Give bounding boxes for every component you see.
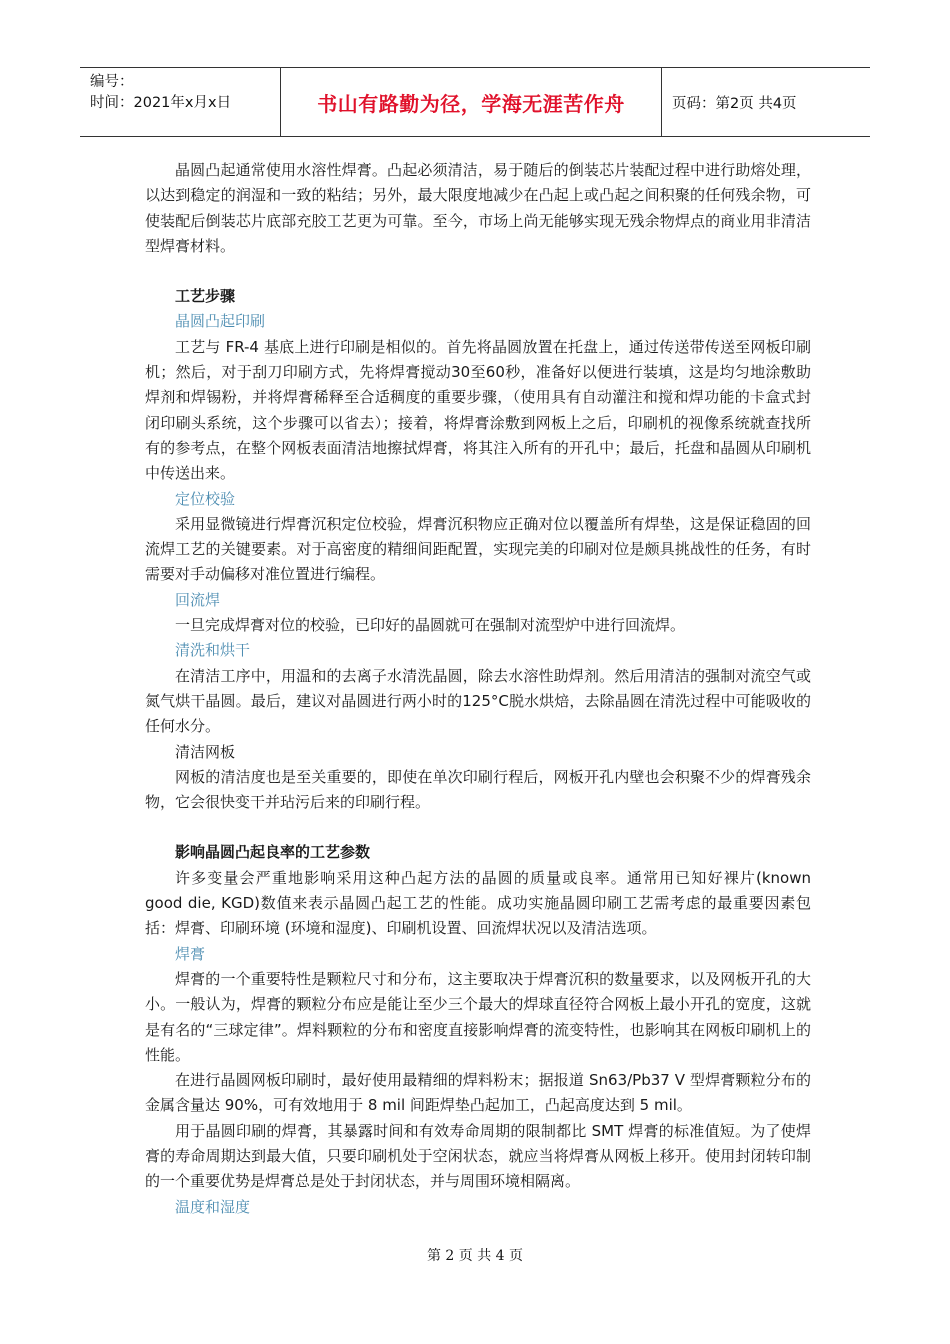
paragraph-fine-powder: 在进行晶圆网板印刷时，最好使用最精细的焊料粉末；据报道 Sn63/Pb37 V 型焊膏颗粒分布的金属含量达 90%，可有效地用于 8 mil 间距焊垫凸起加工，凸起高度达到 5 mil。 — [145, 1071, 811, 1115]
section-heading-yield-params: 影响晶圆凸起良率的工艺参数 — [175, 843, 371, 862]
paragraph-paste-life: 用于晶圆印刷的焊膏，其暴露时间和有效寿命周期的限制都比 SMT 焊膏的标准值短。为了使焊膏的寿命周期达到最大值，只要印刷机处于空闲状态，就应当将焊膏从网板上移开。使用封闭转印制的一个重要优势是焊膏总是处于封闭状态，并与周围环境相隔离。 — [145, 1121, 811, 1191]
page-footer: 第 2 页 共 4 页 — [426, 1248, 524, 1264]
paragraph-alignment: 采用显微镜进行焊膏沉积定位校验，焊膏沉积物应正确对位以覆盖所有焊垫，这是保证稳固的回流焊工艺的关键要素。对于高密度的精细间距配置，实现完美的印刷对位是颇具挑战性的任务，有时需要对手动偏移对准位置进行编程。 — [145, 514, 811, 584]
doc-code-label: 编号： — [90, 74, 134, 90]
paragraph-cleaning: 在清洁工序中，用温和的去离子水清洗晶圆，除去水溶性助焊剂。然后用清洁的强制对流空气或氮气烘干晶圆。最后，建议对晶圆进行两小时的125°C脱水烘焙，去除晶圆在清洗过程中可能吸收的任何水分。 — [145, 666, 811, 736]
subheading-alignment-check: 定位校验 — [175, 489, 236, 508]
intro-paragraph: 晶圆凸起通常使用水溶性焊膏。凸起必须清洁，易于随后的倒装芯片装配过程中进行助熔处理，以达到稳定的润湿和一致的粘结；另外，最大限度地减少在凸起上或凸起之间积聚的任何残余物，可使装配后倒装芯片底部充胶工艺更为可靠。至今，市场上尚无能够实现无残余物焊点的商业用非清洁型焊膏材料。 — [145, 161, 811, 255]
paragraph-reflow: 一旦完成焊膏对位的校验，已印好的晶圆就可在强制对流型炉中进行回流焊。 — [175, 616, 686, 635]
subheading-cleaning-drying: 清洗和烘干 — [175, 641, 251, 660]
document-body — [145, 158, 811, 1220]
paragraph-yield-intro: 许多变量会严重地影响采用这种凸起方法的晶圆的质量或良率。通常用已知好裸片(known good die, KGD)数值来表示晶圆凸起工艺的性能。成功实施晶圆印刷工艺需考虑的最重要因素包括：焊膏、印刷环境 (环境和湿度)、印刷机设置、回流焊状况以及清洁选项。 — [145, 868, 811, 938]
subheading-stencil-cleaning: 清洁网板 — [175, 742, 236, 761]
subheading-wafer-bump-printing: 晶圆凸起印刷 — [175, 312, 266, 331]
subheading-solder-paste: 焊膏 — [175, 944, 206, 963]
section-heading-process-steps: 工艺步骤 — [175, 287, 236, 306]
doc-time-label: 时间：2021年x月x日 — [90, 95, 232, 111]
header-meta — [80, 68, 280, 136]
subheading-reflow: 回流焊 — [175, 590, 221, 609]
paragraph-stencil-cleaning: 网板的清洁度也是至关重要的，即使在单次印刷行程后，网板开孔内壁也会积聚不少的焊膏残余物，它会很快变干并玷污后来的印刷行程。 — [145, 767, 811, 812]
subheading-temperature-humidity: 温度和湿度 — [175, 1197, 251, 1216]
header-page-label: 页码：第2页 共4页 — [672, 95, 797, 112]
header-motto: 书山有路勤为径，学海无涯苦作舟 — [280, 68, 662, 136]
paragraph-particle-size: 焊膏的一个重要特性是颗粒尺寸和分布，这主要取决于焊膏沉积的数量要求，以及网板开孔的大小。一般认为，焊膏的颗粒分布应是能让至少三个最大的焊球直径符合网板上最小开孔的宽度，这就是有名的“三球定律”。焊料颗粒的分布和密度直接影响焊膏的流变特性，也影响其在网板印刷机上的性能。 — [145, 969, 811, 1064]
page-header — [80, 67, 870, 137]
paragraph-printing: 工艺与 FR-4 基底上进行印刷是相似的。首先将晶圆放置在托盘上，通过传送带传送至网板印刷机；然后，对于刮刀印刷方式，先将焊膏搅动30至60秒，准备好以便进行装填，这是均匀地涂敷助焊剂和焊锡粉，并将焊膏稀释至合适稠度的重要步骤，（使用具有自动灌注和搅和焊功能的卡盒式封闭印刷头系统，这个步骤可以省去）；接着，将焊膏涂敷到网板上之后，印刷机的视像系统就查找所有的参考点，在整个网板表面清洁地擦拭焊膏，将其注入所有的开孔中；最后，托盘和晶圆从印刷机中传送出来。 — [145, 337, 811, 483]
